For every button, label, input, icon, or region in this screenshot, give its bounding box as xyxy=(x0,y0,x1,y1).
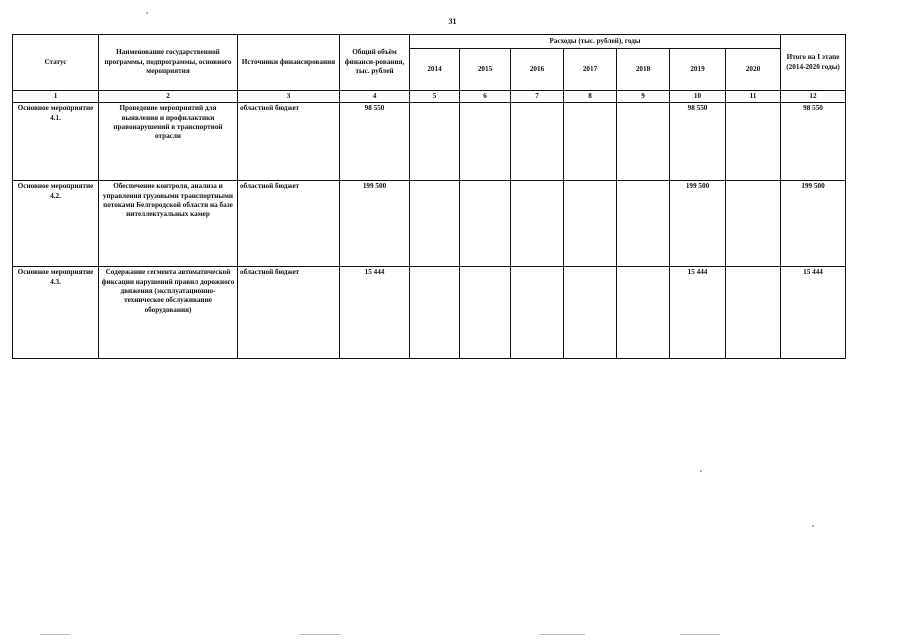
scan-artifact xyxy=(700,470,702,472)
header-year: 2019 xyxy=(670,49,726,91)
row-2019: 15 444 xyxy=(670,267,726,359)
scan-artifact xyxy=(40,634,70,635)
column-number: 10 xyxy=(670,91,726,103)
row-total: 15 444 xyxy=(340,267,410,359)
row-name: Обеспечение контроля, анализа и управления грузовыми транспортными потоками Белгородской области на базе интеллектуальных камер xyxy=(99,181,238,267)
row-source: областной бюджет xyxy=(238,267,340,359)
page-number: 31 xyxy=(448,17,457,26)
row-year-cell xyxy=(564,103,617,181)
row-2019: 199 500 xyxy=(670,181,726,267)
column-number: 8 xyxy=(564,91,617,103)
header-year: 2018 xyxy=(617,49,670,91)
header-total-volume: Общий объём финанси-рования, тыс. рублей xyxy=(340,35,410,91)
row-year-cell xyxy=(410,267,460,359)
column-number: 4 xyxy=(340,91,410,103)
scan-artifact xyxy=(146,12,148,14)
row-year-cell xyxy=(460,181,511,267)
row-year-cell xyxy=(726,103,781,181)
header-year: 2017 xyxy=(564,49,617,91)
financing-table xyxy=(12,34,846,359)
scan-artifact xyxy=(300,634,340,635)
header-year: 2015 xyxy=(460,49,511,91)
row-year-cell xyxy=(410,103,460,181)
row-total: 199 500 xyxy=(340,181,410,267)
header-status: Статус xyxy=(13,35,99,91)
row-source: областной бюджет xyxy=(238,181,340,267)
row-year-cell xyxy=(511,267,564,359)
row-year-cell xyxy=(617,267,670,359)
scan-artifact xyxy=(680,634,720,635)
row-source: областной бюджет xyxy=(238,103,340,181)
row-status: Основное мероприятие 4.2. xyxy=(13,181,99,267)
column-number: 12 xyxy=(781,91,846,103)
row-year-cell xyxy=(564,267,617,359)
row-year-cell xyxy=(726,181,781,267)
column-number: 7 xyxy=(511,91,564,103)
header-expenses: Расходы (тыс. рублей), годы xyxy=(410,35,781,49)
row-year-cell xyxy=(511,103,564,181)
row-year-cell xyxy=(460,267,511,359)
column-number: 2 xyxy=(99,91,238,103)
row-stage-total: 98 550 xyxy=(781,103,846,181)
row-year-cell xyxy=(511,181,564,267)
row-2019: 98 550 xyxy=(670,103,726,181)
header-year: 2020 xyxy=(726,49,781,91)
row-name: Содержание сегмента автоматической фиксации нарушений правил дорожного движения (эксплуатационно-техническое обслуживание оборудования) xyxy=(99,267,238,359)
row-year-cell xyxy=(460,103,511,181)
row-status: Основное мероприятие 4.1. xyxy=(13,103,99,181)
row-year-cell xyxy=(564,181,617,267)
table-row xyxy=(13,267,846,359)
row-year-cell xyxy=(726,267,781,359)
column-number: 5 xyxy=(410,91,460,103)
column-number: 3 xyxy=(238,91,340,103)
table-row xyxy=(13,103,846,181)
scan-artifact xyxy=(812,525,814,527)
row-year-cell xyxy=(617,103,670,181)
header-sources: Источники финансирования xyxy=(238,35,340,91)
row-status: Основное мероприятие 4.3. xyxy=(13,267,99,359)
row-stage-total: 15 444 xyxy=(781,267,846,359)
column-number: 1 xyxy=(13,91,99,103)
header-year: 2016 xyxy=(511,49,564,91)
row-stage-total: 199 500 xyxy=(781,181,846,267)
table-row xyxy=(13,181,846,267)
header-total-stage: Итого на I этапе (2014-2020 годы) xyxy=(781,35,846,91)
column-number: 11 xyxy=(726,91,781,103)
column-number: 9 xyxy=(617,91,670,103)
column-number: 6 xyxy=(460,91,511,103)
row-total: 98 550 xyxy=(340,103,410,181)
header-year: 2014 xyxy=(410,49,460,91)
row-year-cell xyxy=(617,181,670,267)
header-row-1 xyxy=(13,35,846,49)
header-program-name: Наименование государственной программы, подпрограммы, основного мероприятия xyxy=(99,35,238,91)
scan-artifact xyxy=(540,634,585,635)
column-number-row xyxy=(13,91,846,103)
row-name: Проведение мероприятий для выявления и профилактики правонарушений в транспортной отрасли xyxy=(99,103,238,181)
row-year-cell xyxy=(410,181,460,267)
